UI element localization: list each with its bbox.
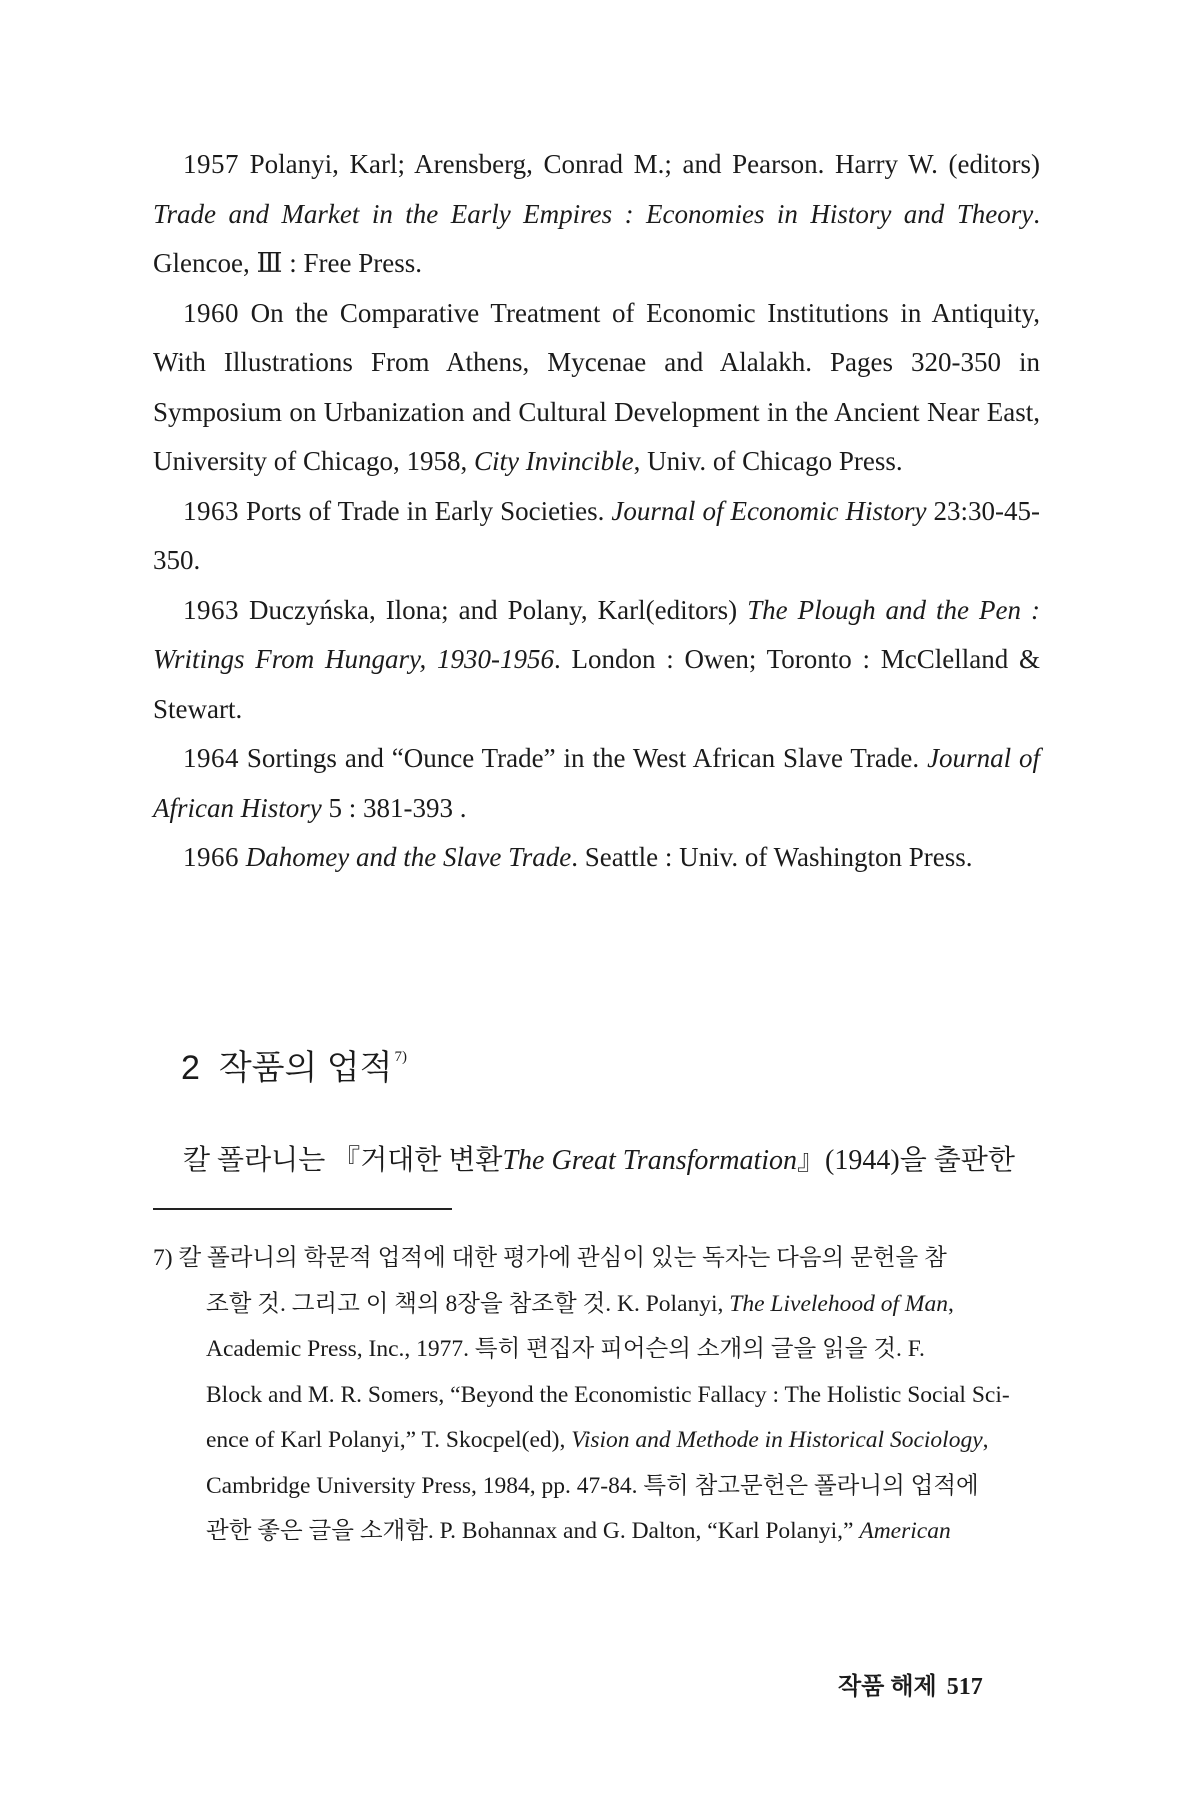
footnote-line: Academic Press, Inc., 1977. 특히 편집자 피어슨의 소개의 글을 읽을 것. F.: [206, 1336, 925, 1362]
footnote-line: [153, 1418, 1041, 1464]
bib-text: 23:30-45-350.: [153, 495, 1040, 575]
footnote-italic: Vision and Methode in Historical Sociology: [571, 1427, 983, 1453]
section-heading: [181, 1040, 407, 1089]
body-italic-title: The Great Transformation: [502, 1145, 798, 1176]
bib-title: Journal of Economic History: [611, 495, 927, 526]
bib-title: Journal of African History: [153, 743, 1040, 823]
footnote-text: ,: [947, 1290, 954, 1317]
footnote-text: ,: [982, 1427, 989, 1453]
bib-text: Ports of Trade in Early Societies.: [239, 495, 612, 526]
footnote-text: 칼 폴라니의 학문적 업적에 대한 평가에 관심이 있는 독자는 다음의 문헌을 참: [172, 1245, 947, 1271]
body-text: 칼 폴라니는 『거대한 변환: [183, 1145, 503, 1176]
bib-year: 1960: [183, 297, 239, 328]
bib-text: 5 : 381-393 .: [321, 792, 467, 823]
bib-year: 1963: [183, 594, 239, 625]
bib-text: On the Comparative Treatment of Economic Institutions in Antiquity, With Illustrations From Athens, Mycenae and Alalakh. Pages 320-350 in Symposium on Urbanization and Cultural Development in the Ancient Near East, University of Chicago, 1958,: [153, 297, 1040, 476]
page-footer: [838, 1666, 983, 1701]
bib-entry-1963a: [153, 487, 1040, 586]
footnote-reference: 7): [394, 1049, 407, 1065]
body-paragraph: [183, 1138, 1043, 1178]
body-text: 』(1944)을 출판한: [797, 1145, 1015, 1176]
bib-text: . Glencoe, Ⅲ : Free Press.: [153, 198, 1040, 278]
bib-year: 1963: [183, 495, 239, 526]
bib-title: The Plough and the Pen : Writings From Hungary, 1930-1956: [153, 594, 1040, 674]
bib-entry-1966: [153, 833, 1040, 883]
footnote-line: [153, 1236, 1041, 1282]
footnote-text: 조할 것. 그리고 이 책의 8장을 참조할 것. K. Polanyi,: [206, 1290, 730, 1317]
bib-text: . Seattle : Univ. of Washington Press.: [571, 842, 973, 872]
bibliography-list: [153, 140, 1040, 883]
footnote-italic: American: [859, 1518, 951, 1544]
footnote-line: Block and M. R. Somers, “Beyond the Economistic Fallacy : The Holistic Social Sci-: [206, 1381, 1010, 1408]
section-title: 작품의 업적: [218, 1049, 393, 1087]
bib-entry-1957: [153, 140, 1040, 289]
section-number: 2: [181, 1049, 200, 1087]
bib-title: Dahomey and the Slave Trade: [245, 842, 572, 872]
bib-year: 1964: [183, 743, 239, 773]
footnote-divider: [153, 1208, 452, 1210]
bib-text: [239, 842, 246, 872]
bib-title: City Invincible: [473, 446, 634, 476]
bib-entry-1963b: [153, 586, 1040, 735]
footnote-line: [153, 1509, 1041, 1555]
running-footer-label: 작품 해제: [838, 1674, 937, 1700]
bib-text: Sortings and “Ounce Trade” in the West African Slave Trade.: [239, 743, 928, 773]
footnote-text: 관한 좋은 글을 소개함. P. Bohannax and G. Dalton, “Karl Polanyi,”: [206, 1518, 860, 1544]
footnote-marker: 7): [153, 1245, 173, 1271]
footnote-7: [153, 1236, 1041, 1555]
bib-entry-1960: [153, 289, 1040, 487]
bib-text: , Univ. of Chicago Press.: [633, 446, 903, 476]
bib-text: Polanyi, Karl; Arensberg, Conrad M.; and Pearson. Harry W. (editors): [239, 149, 1040, 179]
bib-text: . London : Owen; Toronto : McClelland & Stewart.: [153, 644, 1040, 724]
footnote-text: ence of Karl Polanyi,” T. Skocpel(ed),: [206, 1427, 572, 1453]
bib-year: 1966: [183, 842, 239, 872]
bib-entry-1964: [153, 734, 1040, 833]
footnote-line: [153, 1282, 1041, 1328]
bib-year: 1957: [183, 149, 239, 179]
bib-title: Trade and Market in the Early Empires : Economies in History and Theory: [153, 198, 1034, 229]
page-number: 517: [946, 1674, 983, 1700]
bib-text: Duczyńska, Ilona; and Polany, Karl(editors): [239, 594, 748, 625]
footnote-italic: The Livelehood of Man: [729, 1290, 948, 1317]
footnote-line: Cambridge University Press, 1984, pp. 47-84. 특히 참고문헌은 폴라니의 업적에: [206, 1472, 979, 1499]
